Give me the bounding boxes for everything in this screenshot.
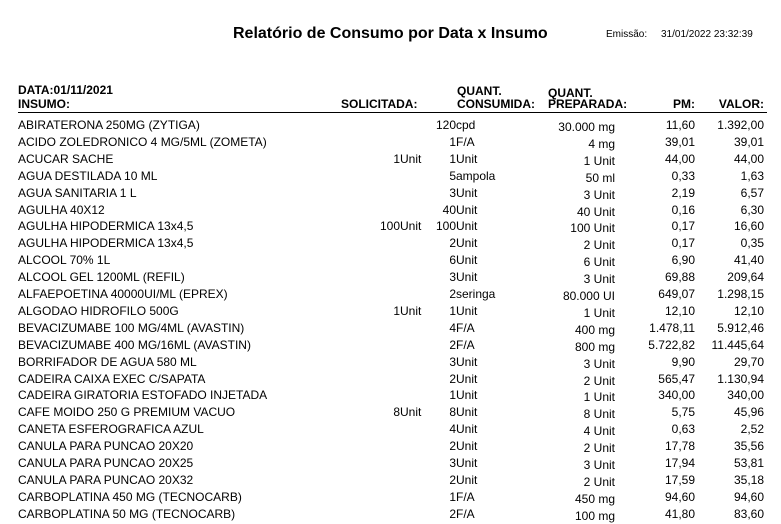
table-row bbox=[0, 302, 781, 319]
item-name: CANULA PARA PUNCAO 20X32 bbox=[18, 472, 194, 487]
item-name: ABIRATERONA 250MG (ZYTIGA) bbox=[18, 118, 200, 132]
item-name: CAFE MOIDO 250 G PREMIUM VACUO bbox=[18, 405, 236, 420]
quantity-consumed: 5 bbox=[449, 168, 456, 183]
table-row bbox=[0, 217, 781, 234]
quantity-prepared: 8 Unit bbox=[583, 407, 615, 422]
quantity-prepared: 100 Unit bbox=[570, 221, 615, 236]
total-value: 340,00 bbox=[727, 388, 764, 403]
report-title: Relatório de Consumo por Data x Insumo bbox=[233, 25, 548, 42]
average-price: 44,00 bbox=[664, 151, 695, 166]
quantity-consumed: 1 bbox=[449, 134, 456, 149]
total-value: 35,56 bbox=[733, 439, 764, 454]
item-name: ALGODAO HIDROFILO 500G bbox=[18, 303, 179, 318]
quantity-consumed-unit: Unit bbox=[456, 388, 478, 403]
quantity-consumed: 2 bbox=[449, 439, 456, 454]
table-row bbox=[0, 251, 781, 268]
quantity-consumed-unit: Unit bbox=[456, 185, 478, 200]
item-name: CANETA ESFEROGRAFICA AZUL bbox=[18, 422, 204, 437]
quantity-consumed-unit: Unit bbox=[456, 422, 478, 437]
quantity-prepared: 100 mg bbox=[574, 508, 615, 523]
quantity-prepared: 80.000 UI bbox=[562, 289, 615, 303]
quantity-consumed-unit: F/A bbox=[456, 320, 475, 335]
average-price: 39,01 bbox=[664, 134, 695, 149]
header-quant-consumida: QUANT. bbox=[457, 84, 502, 98]
table-row bbox=[0, 386, 781, 403]
quantity-consumed-unit: Unit bbox=[456, 151, 478, 166]
average-price: 0,17 bbox=[671, 236, 695, 251]
total-value: 94,60 bbox=[733, 489, 764, 504]
quantity-consumed: 1 bbox=[449, 151, 456, 166]
quantity-prepared: 2 Unit bbox=[583, 238, 615, 253]
quantity-requested: 1 bbox=[393, 303, 400, 318]
quantity-consumed: 120 bbox=[435, 118, 456, 132]
quantity-prepared: 2 Unit bbox=[583, 441, 615, 456]
item-name: BEVACIZUMABE 400 MG/16ML (AVASTIN) bbox=[18, 337, 251, 352]
quantity-requested-unit: Unit bbox=[400, 219, 422, 234]
header-consumida: CONSUMIDA: bbox=[457, 97, 535, 111]
quantity-prepared: 1 Unit bbox=[583, 305, 615, 320]
average-price: 17,59 bbox=[664, 472, 695, 487]
total-value: 53,81 bbox=[733, 456, 764, 470]
quantity-consumed-unit: Unit bbox=[456, 354, 478, 369]
average-price: 0,16 bbox=[671, 202, 695, 217]
item-name: CADEIRA GIRATORIA ESTOFADO INJETADA bbox=[18, 388, 268, 403]
total-value: 29,70 bbox=[733, 354, 764, 369]
average-price: 5.722,82 bbox=[648, 337, 695, 352]
item-name: CANULA PARA PUNCAO 20X25 bbox=[18, 456, 194, 470]
quantity-consumed: 2 bbox=[449, 506, 456, 521]
average-price: 9,90 bbox=[671, 354, 695, 369]
quantity-consumed-unit: cpd bbox=[456, 118, 476, 132]
quantity-requested: 100 bbox=[379, 219, 400, 234]
item-name: ACIDO ZOLEDRONICO 4 MG/5ML (ZOMETA) bbox=[18, 134, 267, 149]
item-name: AGULHA HIPODERMICA 13x4,5 bbox=[18, 236, 194, 251]
quantity-consumed-unit: Unit bbox=[456, 219, 478, 234]
total-value: 35,18 bbox=[733, 472, 764, 487]
quantity-consumed-unit: ampola bbox=[456, 168, 496, 183]
quantity-consumed-unit: seringa bbox=[456, 287, 496, 301]
item-name: ACUCAR SACHE bbox=[18, 151, 114, 166]
quantity-requested-unit: Unit bbox=[400, 405, 422, 420]
table-row bbox=[0, 234, 781, 251]
table-row bbox=[0, 353, 781, 370]
item-name: AGULHA HIPODERMICA 13x4,5 bbox=[18, 219, 194, 234]
header-preparada: PREPARADA: bbox=[548, 97, 628, 111]
table-row bbox=[0, 133, 781, 150]
quantity-consumed: 100 bbox=[435, 219, 456, 234]
quantity-consumed: 2 bbox=[449, 337, 456, 352]
quantity-requested: 8 bbox=[393, 405, 400, 420]
table-row bbox=[0, 437, 781, 454]
average-price: 11,60 bbox=[665, 118, 695, 132]
table-row bbox=[0, 167, 781, 184]
table-row bbox=[0, 420, 781, 437]
emission-value: 31/01/2022 23:32:39 bbox=[661, 29, 753, 40]
average-price: 17,78 bbox=[664, 439, 695, 454]
item-name: AGUA SANITARIA 1 L bbox=[18, 185, 137, 200]
emission-label: Emissão: bbox=[606, 29, 648, 40]
table-row bbox=[0, 336, 781, 353]
report-date: DATA:01/11/2021 bbox=[18, 83, 113, 97]
item-name: CANULA PARA PUNCAO 20X20 bbox=[18, 439, 194, 454]
item-name: BEVACIZUMABE 100 MG/4ML (AVASTIN) bbox=[18, 320, 245, 335]
quantity-prepared: 3 Unit bbox=[583, 272, 615, 287]
quantity-consumed: 4 bbox=[449, 422, 456, 437]
quantity-consumed: 1 bbox=[449, 303, 456, 318]
quantity-prepared: 3 Unit bbox=[583, 187, 615, 202]
quantity-prepared: 1 Unit bbox=[583, 390, 615, 405]
average-price: 69,88 bbox=[664, 270, 695, 285]
header-quant-preparada: QUANT. bbox=[548, 86, 593, 100]
average-price: 649,07 bbox=[658, 287, 695, 301]
quantity-consumed-unit: Unit bbox=[456, 202, 478, 217]
quantity-consumed-unit: Unit bbox=[456, 405, 478, 420]
quantity-consumed-unit: F/A bbox=[456, 337, 475, 352]
average-price: 94,60 bbox=[664, 489, 695, 504]
quantity-consumed-unit: Unit bbox=[456, 456, 478, 470]
table-row bbox=[0, 268, 781, 285]
quantity-prepared: 400 mg bbox=[574, 322, 615, 337]
quantity-consumed-unit: Unit bbox=[456, 439, 478, 454]
total-value: 1.392,00 bbox=[717, 118, 764, 132]
quantity-consumed-unit: F/A bbox=[456, 134, 475, 149]
quantity-consumed: 40 bbox=[442, 202, 456, 217]
quantity-consumed: 3 bbox=[449, 456, 456, 470]
average-price: 12,10 bbox=[664, 303, 695, 318]
quantity-requested: 1 bbox=[393, 151, 400, 166]
total-value: 6,30 bbox=[740, 202, 764, 217]
average-price: 565,47 bbox=[658, 371, 695, 386]
average-price: 17,94 bbox=[664, 456, 695, 470]
quantity-consumed-unit: Unit bbox=[456, 303, 478, 318]
item-name: ALFAEPOETINA 40000UI/ML (EPREX) bbox=[18, 287, 228, 301]
total-value: 1,63 bbox=[740, 168, 764, 183]
header-valor: VALOR: bbox=[718, 97, 764, 111]
average-price: 41,80 bbox=[664, 506, 695, 521]
table-row bbox=[0, 201, 781, 218]
quantity-requested-unit: Unit bbox=[400, 151, 422, 166]
average-price: 6,90 bbox=[671, 253, 695, 268]
average-price: 5,75 bbox=[671, 405, 695, 420]
table-row bbox=[0, 285, 781, 302]
quantity-consumed-unit: F/A bbox=[456, 506, 475, 521]
item-name: AGULHA 40X12 bbox=[18, 202, 105, 217]
item-name: CARBOPLATINA 50 MG (TECNOCARB) bbox=[18, 506, 236, 521]
total-value: 12,10 bbox=[733, 303, 764, 318]
average-price: 0,63 bbox=[671, 422, 695, 437]
quantity-consumed: 3 bbox=[449, 270, 456, 285]
quantity-consumed: 3 bbox=[449, 185, 456, 200]
quantity-prepared: 6 Unit bbox=[583, 255, 615, 270]
total-value: 5.912,46 bbox=[717, 320, 764, 335]
quantity-consumed-unit: Unit bbox=[456, 270, 478, 285]
total-value: 6,57 bbox=[740, 185, 764, 200]
table-row bbox=[0, 150, 781, 167]
quantity-consumed-unit: Unit bbox=[456, 472, 478, 487]
quantity-prepared: 3 Unit bbox=[583, 356, 615, 371]
header-solicitada: SOLICITADA: bbox=[341, 97, 418, 111]
quantity-consumed: 2 bbox=[449, 371, 456, 386]
quantity-prepared: 2 Unit bbox=[583, 373, 615, 388]
quantity-prepared: 40 Unit bbox=[576, 204, 615, 219]
average-price: 0,17 bbox=[671, 219, 695, 234]
quantity-prepared: 4 mg bbox=[588, 136, 615, 151]
table-row bbox=[0, 488, 781, 505]
quantity-prepared: 50 ml bbox=[585, 170, 615, 185]
table-row bbox=[0, 471, 781, 488]
item-name: BORRIFADOR DE AGUA 580 ML bbox=[18, 354, 197, 369]
quantity-prepared: 2 Unit bbox=[583, 474, 615, 489]
item-name: ALCOOL 70% 1L bbox=[18, 253, 111, 268]
item-name: ALCOOL GEL 1200ML (REFIL) bbox=[18, 270, 185, 285]
total-value: 16,60 bbox=[733, 219, 764, 234]
quantity-consumed-unit: Unit bbox=[456, 236, 478, 251]
quantity-prepared: 3 Unit bbox=[583, 458, 615, 472]
table-row bbox=[0, 184, 781, 201]
total-value: 41,40 bbox=[733, 253, 764, 268]
quantity-consumed: 8 bbox=[449, 405, 456, 420]
average-price: 340,00 bbox=[658, 388, 695, 403]
total-value: 44,00 bbox=[733, 151, 764, 166]
quantity-consumed: 2 bbox=[449, 287, 456, 301]
total-value: 11.445,64 bbox=[711, 337, 764, 352]
quantity-requested-unit: Unit bbox=[400, 303, 422, 318]
quantity-consumed: 3 bbox=[449, 354, 456, 369]
average-price: 0,33 bbox=[671, 168, 695, 183]
table-row bbox=[0, 116, 781, 133]
quantity-consumed-unit: F/A bbox=[456, 489, 475, 504]
item-name: CADEIRA CAIXA EXEC C/SAPATA bbox=[18, 371, 206, 386]
quantity-consumed-unit: Unit bbox=[456, 371, 478, 386]
table-row bbox=[0, 403, 781, 420]
quantity-consumed: 1 bbox=[449, 489, 456, 504]
total-value: 45,96 bbox=[733, 405, 764, 420]
total-value: 1.298,15 bbox=[717, 287, 764, 301]
quantity-prepared: 800 mg bbox=[574, 339, 615, 354]
header-pm: PM: bbox=[673, 97, 695, 111]
quantity-consumed: 6 bbox=[449, 253, 456, 268]
total-value: 0,35 bbox=[740, 236, 764, 251]
total-value: 2,52 bbox=[740, 422, 764, 437]
header-separator bbox=[18, 112, 767, 113]
quantity-consumed: 2 bbox=[449, 236, 456, 251]
quantity-prepared: 450 mg bbox=[574, 491, 615, 506]
header-insumo: INSUMO: bbox=[18, 97, 70, 111]
quantity-prepared: 30.000 mg bbox=[558, 120, 615, 134]
quantity-consumed: 4 bbox=[449, 320, 456, 335]
total-value: 39,01 bbox=[733, 134, 764, 149]
quantity-prepared: 4 Unit bbox=[583, 424, 615, 439]
table-row bbox=[0, 454, 781, 471]
item-name: AGUA DESTILADA 10 ML bbox=[18, 168, 158, 183]
table-row bbox=[0, 319, 781, 336]
total-value: 209,64 bbox=[727, 270, 764, 285]
quantity-prepared: 1 Unit bbox=[583, 153, 615, 168]
quantity-consumed: 1 bbox=[449, 388, 456, 403]
item-name: CARBOPLATINA 450 MG (TECNOCARB) bbox=[18, 489, 242, 504]
total-value: 83,60 bbox=[733, 506, 764, 521]
average-price: 1.478,11 bbox=[649, 320, 695, 335]
total-value: 1.130,94 bbox=[717, 371, 764, 386]
table-row bbox=[0, 370, 781, 387]
table-row bbox=[0, 505, 781, 522]
quantity-consumed: 2 bbox=[449, 472, 456, 487]
quantity-consumed-unit: Unit bbox=[456, 253, 478, 268]
average-price: 2,19 bbox=[671, 185, 695, 200]
